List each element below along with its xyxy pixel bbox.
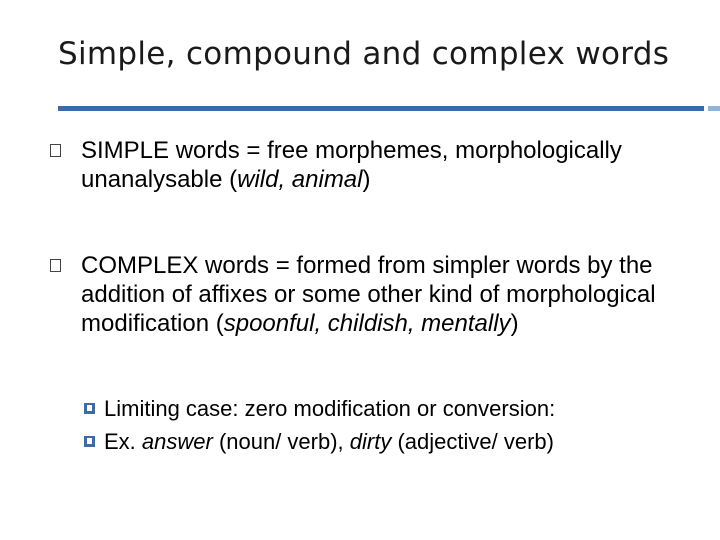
bullet-text: SIMPLE words = free morphemes, morphologically unanalysable (wild, animal) xyxy=(81,137,622,193)
sub-bullet-example xyxy=(104,427,684,457)
square-bullet-icon xyxy=(50,259,61,272)
filled-square-bullet-icon xyxy=(84,403,95,414)
title-underline xyxy=(58,106,704,111)
bullet-text: COMPLEX words = formed from simpler words by the addition of affixes or some other kind of morphological modification (spoonful, childish, mentally) xyxy=(81,252,656,337)
square-bullet-icon xyxy=(50,144,61,157)
sub-bullet-text: Ex. answer (noun/ verb), dirty (adjective/ verb) xyxy=(104,429,554,454)
bullet-complex-words xyxy=(81,251,691,338)
bullet-simple-words xyxy=(81,136,691,194)
sub-bullet-limiting-case xyxy=(104,394,684,424)
slide-title: Simple, compound and complex words xyxy=(58,36,670,72)
filled-square-bullet-icon xyxy=(84,436,95,447)
sub-bullet-text: Limiting case: zero modification or conversion: xyxy=(104,396,556,421)
title-underline-cap xyxy=(708,106,720,111)
